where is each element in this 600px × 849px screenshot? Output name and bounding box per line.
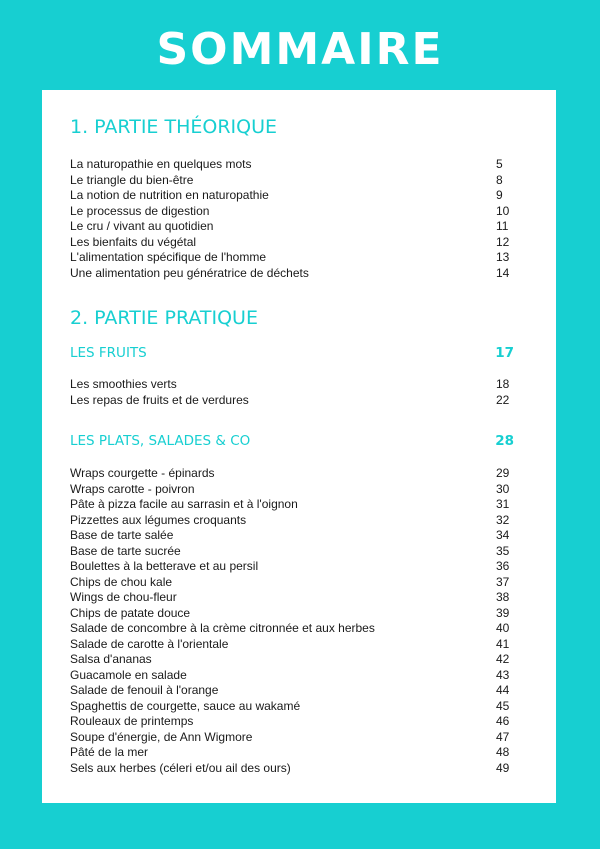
toc-entry[interactable]	[70, 513, 514, 529]
toc-entry-page: 9	[496, 188, 503, 202]
section-plats-page: 28	[495, 433, 514, 449]
toc-entry-label: Base de tarte sucrée	[70, 543, 181, 558]
toc-entry[interactable]	[70, 606, 514, 622]
toc-entry-page: 34	[496, 528, 510, 542]
toc-entry-page: 48	[496, 745, 510, 759]
toc-entry[interactable]	[70, 699, 514, 715]
toc-entry-label: Salsa d'ananas	[70, 652, 152, 666]
toc-entry-page: 11	[496, 219, 509, 233]
toc-entry[interactable]	[70, 173, 514, 189]
toc-entry-page: 45	[496, 698, 510, 713]
section-plats-label: LES PLATS, SALADES & CO	[70, 433, 251, 449]
toc-entry-page: 38	[496, 590, 510, 604]
toc-entry-page: 47	[496, 729, 510, 744]
toc-entry-label: La naturopathie en quelques mots	[70, 157, 252, 171]
toc-entry[interactable]	[70, 157, 514, 173]
toc-entry-page: 36	[496, 559, 510, 573]
toc-entry-page: 43	[496, 667, 510, 682]
plats-list	[70, 466, 514, 776]
toc-entry-page: 44	[496, 683, 510, 697]
toc-entry-label: Rouleaux de printemps	[70, 714, 194, 728]
toc-entry[interactable]	[70, 637, 514, 653]
toc-entry-label: L'alimentation spécifique de l'homme	[70, 250, 267, 264]
toc-entry[interactable]	[70, 204, 514, 220]
toc-entry-page: 49	[496, 760, 510, 775]
toc-entry-page: 22	[496, 392, 510, 407]
part1-heading: 1. PARTIE THÉORIQUE	[70, 116, 278, 138]
toc-entry[interactable]	[70, 745, 514, 761]
toc-entry[interactable]	[70, 482, 514, 498]
toc-entry[interactable]	[70, 250, 514, 266]
toc-entry-label: Les smoothies verts	[70, 377, 177, 391]
toc-entry-label: Salade de fenouil à l'orange	[70, 683, 219, 697]
toc-entry-page: 37	[496, 574, 510, 589]
toc-entry-label: Les bienfaits du végétal	[70, 234, 197, 249]
toc-entry-page: 12	[496, 234, 510, 249]
fruits-list	[70, 377, 514, 408]
toc-entry-label: Le triangle du bien-être	[70, 172, 194, 187]
section-fruits-label: LES FRUITS	[70, 345, 147, 361]
toc-entry[interactable]	[70, 559, 514, 575]
toc-entry[interactable]	[70, 466, 514, 482]
toc-entry[interactable]	[70, 393, 514, 409]
toc-entry-page: 18	[496, 377, 510, 391]
toc-entry-label: Pâté de la mer	[70, 745, 149, 759]
toc-entry[interactable]	[70, 266, 514, 282]
toc-entry[interactable]	[70, 575, 514, 591]
toc-entry-page: 39	[496, 605, 510, 620]
toc-entry[interactable]	[70, 730, 514, 746]
toc-entry-page: 42	[496, 652, 510, 666]
toc-entry-label: Pâte à pizza facile au sarrasin et à l'oignon	[70, 497, 298, 511]
toc-entry-label: Salade de carotte à l'orientale	[70, 636, 229, 651]
part1-list	[70, 157, 514, 281]
toc-entry-label: Wraps courgette - épinards	[70, 466, 215, 480]
toc-entry[interactable]	[70, 590, 514, 606]
toc-entry-page: 35	[496, 543, 510, 558]
toc-entry-label: Base de tarte salée	[70, 528, 174, 542]
toc-entry-label: Le cru / vivant au quotidien	[70, 219, 214, 233]
toc-entry[interactable]	[70, 683, 514, 699]
toc-entry-label: Wraps carotte - poivron	[70, 481, 195, 496]
toc-entry[interactable]	[70, 668, 514, 684]
toc-entry-label: Salade de concombre à la crème citronnée et aux herbes	[70, 621, 375, 635]
toc-entry[interactable]	[70, 652, 514, 668]
toc-entry-page: 14	[496, 265, 510, 280]
toc-entry[interactable]	[70, 761, 514, 777]
toc-entry-page: 29	[496, 466, 510, 480]
toc-entry-page: 13	[496, 250, 510, 264]
toc-entry-label: Chips de chou kale	[70, 574, 173, 589]
toc-entry[interactable]	[70, 219, 514, 235]
toc-entry-label: Wings de chou-fleur	[70, 590, 177, 604]
toc-entry-page: 30	[496, 481, 510, 496]
toc-entry-page: 32	[496, 512, 510, 527]
toc-entry-page: 40	[496, 621, 510, 635]
toc-entry-page: 5	[496, 157, 503, 171]
toc-entry-label: Soupe d'énergie, de Ann Wigmore	[70, 729, 253, 744]
page-title: SOMMAIRE	[156, 24, 444, 75]
toc-entry-label: Sels aux herbes (céleri et/ou ail des ours)	[70, 760, 291, 775]
toc-entry-label: Pizzettes aux légumes croquants	[70, 512, 247, 527]
toc-entry[interactable]	[70, 497, 514, 513]
toc-entry[interactable]	[70, 377, 514, 393]
toc-entry-label: Guacamole en salade	[70, 667, 187, 682]
toc-card	[42, 90, 556, 803]
section-plats[interactable]	[70, 433, 514, 449]
toc-entry[interactable]	[70, 528, 514, 544]
toc-entry[interactable]	[70, 235, 514, 251]
toc-entry-label: Chips de patate douce	[70, 605, 191, 620]
toc-entry-page: 8	[496, 172, 503, 187]
toc-entry-label: Boulettes à la betterave et au persil	[70, 559, 259, 573]
toc-entry-label: Le processus de digestion	[70, 203, 210, 218]
section-fruits-page: 17	[495, 345, 514, 361]
toc-entry-label: La notion de nutrition en naturopathie	[70, 188, 269, 202]
toc-entry-label: Les repas de fruits et de verdures	[70, 392, 249, 407]
section-fruits[interactable]	[70, 345, 514, 361]
toc-entry[interactable]	[70, 188, 514, 204]
toc-entry-page: 41	[496, 636, 510, 651]
toc-entry[interactable]	[70, 544, 514, 560]
toc-entry-label: Spaghettis de courgette, sauce au wakamé	[70, 698, 301, 713]
toc-entry[interactable]	[70, 714, 514, 730]
part2-heading: 2. PARTIE PRATIQUE	[70, 307, 258, 329]
toc-entry-label: Une alimentation peu génératrice de déchets	[70, 265, 309, 280]
toc-entry-page: 10	[496, 203, 510, 218]
toc-entry-page: 31	[496, 497, 510, 511]
toc-entry[interactable]	[70, 621, 514, 637]
toc-entry-page: 46	[496, 714, 510, 728]
